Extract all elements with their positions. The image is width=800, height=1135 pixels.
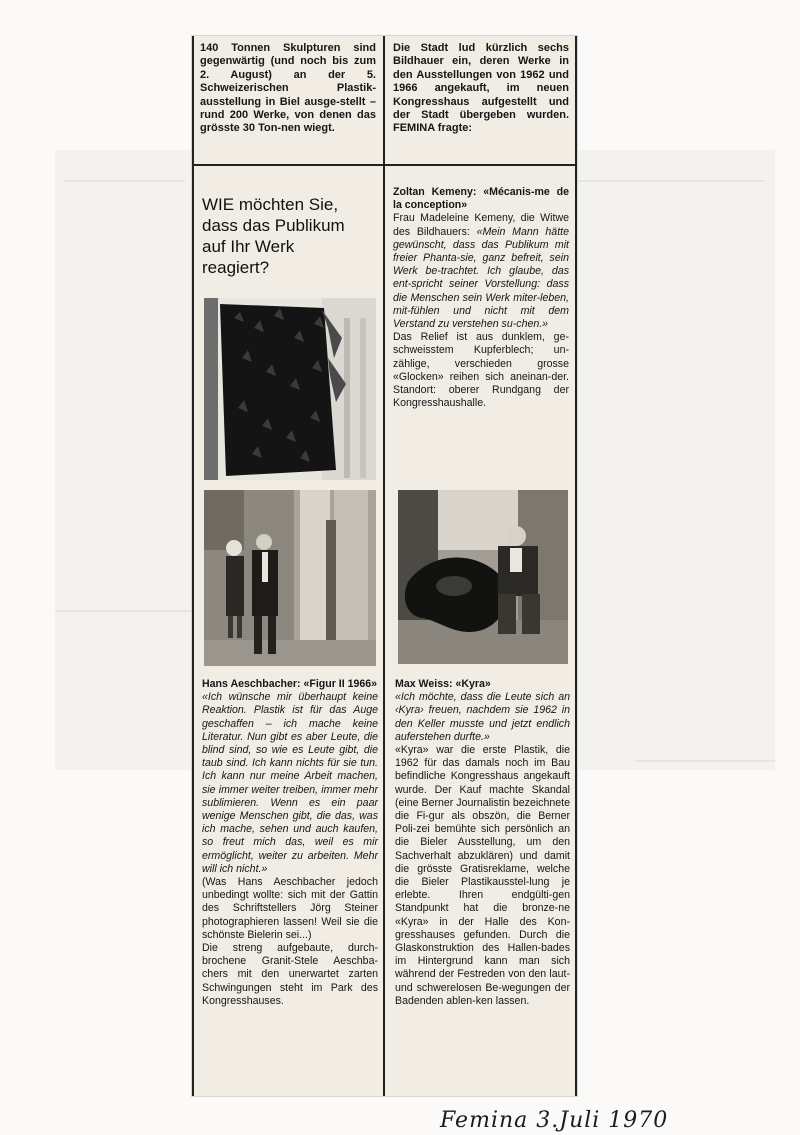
aeschbacher-aside: (Was Hans Aeschbacher jedoch unbedingt wollte: sich mit der Gattin des Schriftstellers Jörg Steiner photographieren lassen! Weil sie die schönste Bielerin sei...): [202, 876, 378, 941]
intro-left: 140 Tonnen Skulpturen sind gegenwärtig (und noch bis zum 2. August) an der 5. Schweizerischen Plastik-ausstellung in Biel ausge-stellt – rund 200 Werke, von denen das grösste 30 Ton-nen wiegt.: [200, 42, 376, 135]
intro-rule-left: [192, 164, 383, 166]
question-line-4: reagiert?: [202, 258, 270, 277]
intro-rule-right: [385, 164, 575, 166]
left-border: [192, 36, 194, 1096]
kemeny-article: [393, 186, 569, 410]
aeschbacher-photo: [204, 490, 376, 666]
weiss-body: «Kyra» war die erste Plastik, die 1962 für das damals noch im Bau befindliche Kongresshaus angekauft wurde. Der Kauf machte Skandal (eine Berner Journalistin bezeichnete die Fi-gur als obszön, die Berner Poli-zei bemühte sich persönlich an die Bieler Ausstellung, um den Sachverhalt abzuklären) und damit die grösste Gratisreklame, welche die Bieler Plastikausstel-lung je erlebte. Ihren endgülti-gen Standpunkt hat die bronze-ne «Kyra» in der Halle des Kon-gresshauses gefunden. Durch die Glaskonstruktion des Hallen-bades im Hintergrund kann man sich während der Festreden von den laut- und schwerelosen Be-wegungen der Badenden ablen-ken lassen.: [395, 744, 570, 1007]
question-line-1: WIE möchten Sie,: [202, 195, 339, 214]
weiss-heading: Max Weiss: «Kyra»: [395, 678, 491, 690]
question-line-3: auf Ihr Werk: [202, 237, 295, 256]
newspaper-clipping: [192, 36, 577, 1096]
question-line-2: dass das Publikum: [202, 216, 345, 235]
kemeny-body: Das Relief ist aus dunklem, ge-schweisstem Kupferblech; un-zählige, verschieden grosse «Glocken» reihen sich aneinan-der. Standort: oberer Rundgang der Kongresshaushalle.: [393, 331, 569, 410]
right-border: [575, 36, 577, 1096]
weiss-article: [395, 678, 570, 1008]
kemeny-heading: Zoltan Kemeny: «Mécanis-me de la conception»: [393, 186, 569, 212]
weiss-quote: «Ich möchte, dass die Leute sich an ‹Kyra› freuen, nachdem sie 1962 in den Keller musste und jetzt endlich auferstehen durfte.»: [395, 691, 570, 743]
weiss-kyra-photo: [398, 490, 568, 664]
intro-right: Die Stadt lud kürzlich sechs Bildhauer ein, deren Werke in den Ausstellungen von 1962 und 1966 angekauft, im neuen Kongresshaus aufgestellt und der Stadt übergeben wurden. FEMINA fragte:: [393, 42, 569, 135]
aeschbacher-quote: «Ich wünsche mir überhaupt keine Reaktion. Plastik ist für das Auge geschaffen – ich mache keine Literatur. Nun gibt es aber Leute, die blind sind, so wie es Leute gibt, die taub sind. Ich kann nichts für sie tun. Ich kann nur meine Arbeit machen, sie immer weiter treiben, immer mehr sublimieren. Wenn es ein paar wenige Menschen gibt, die das, was ich mache, sehen und auch kaufen, so freut mich das, weil es mir ermöglicht, weiter zu arbeiten. Mehr will ich nicht.»: [202, 691, 378, 875]
aeschbacher-article: [202, 678, 378, 1008]
aeschbacher-body: Die streng aufgebaute, durch-brochene Granit-Stele Aeschba-chers mit den unerwartet zarten Schwingungen steht im Park des Kongresshauses.: [202, 942, 378, 1007]
kemeny-quote: «Mein Mann hätte gewünscht, dass das Publikum mit freier Phanta-sie, ganz befreit, sein Werk be-trachtet. Ich glaube, das ent-spricht seiner Vorstellung: dass die Menschen sein Werk miter-leben, mit-fühlen und nicht mit dem Verstand zu verstehen su-chen.»: [393, 225, 569, 331]
aeschbacher-heading: Hans Aeschbacher: «Figur II 1966»: [202, 678, 378, 690]
column-divider: [383, 36, 385, 1096]
kemeny-lead: Frau Madeleine Kemeny, die Witwe des Bildhauers:: [393, 212, 569, 238]
handwritten-source-note: Femina 3.Juli 1970: [440, 1108, 669, 1133]
question-headline: [202, 194, 378, 278]
kemeny-relief-photo: [204, 298, 376, 480]
